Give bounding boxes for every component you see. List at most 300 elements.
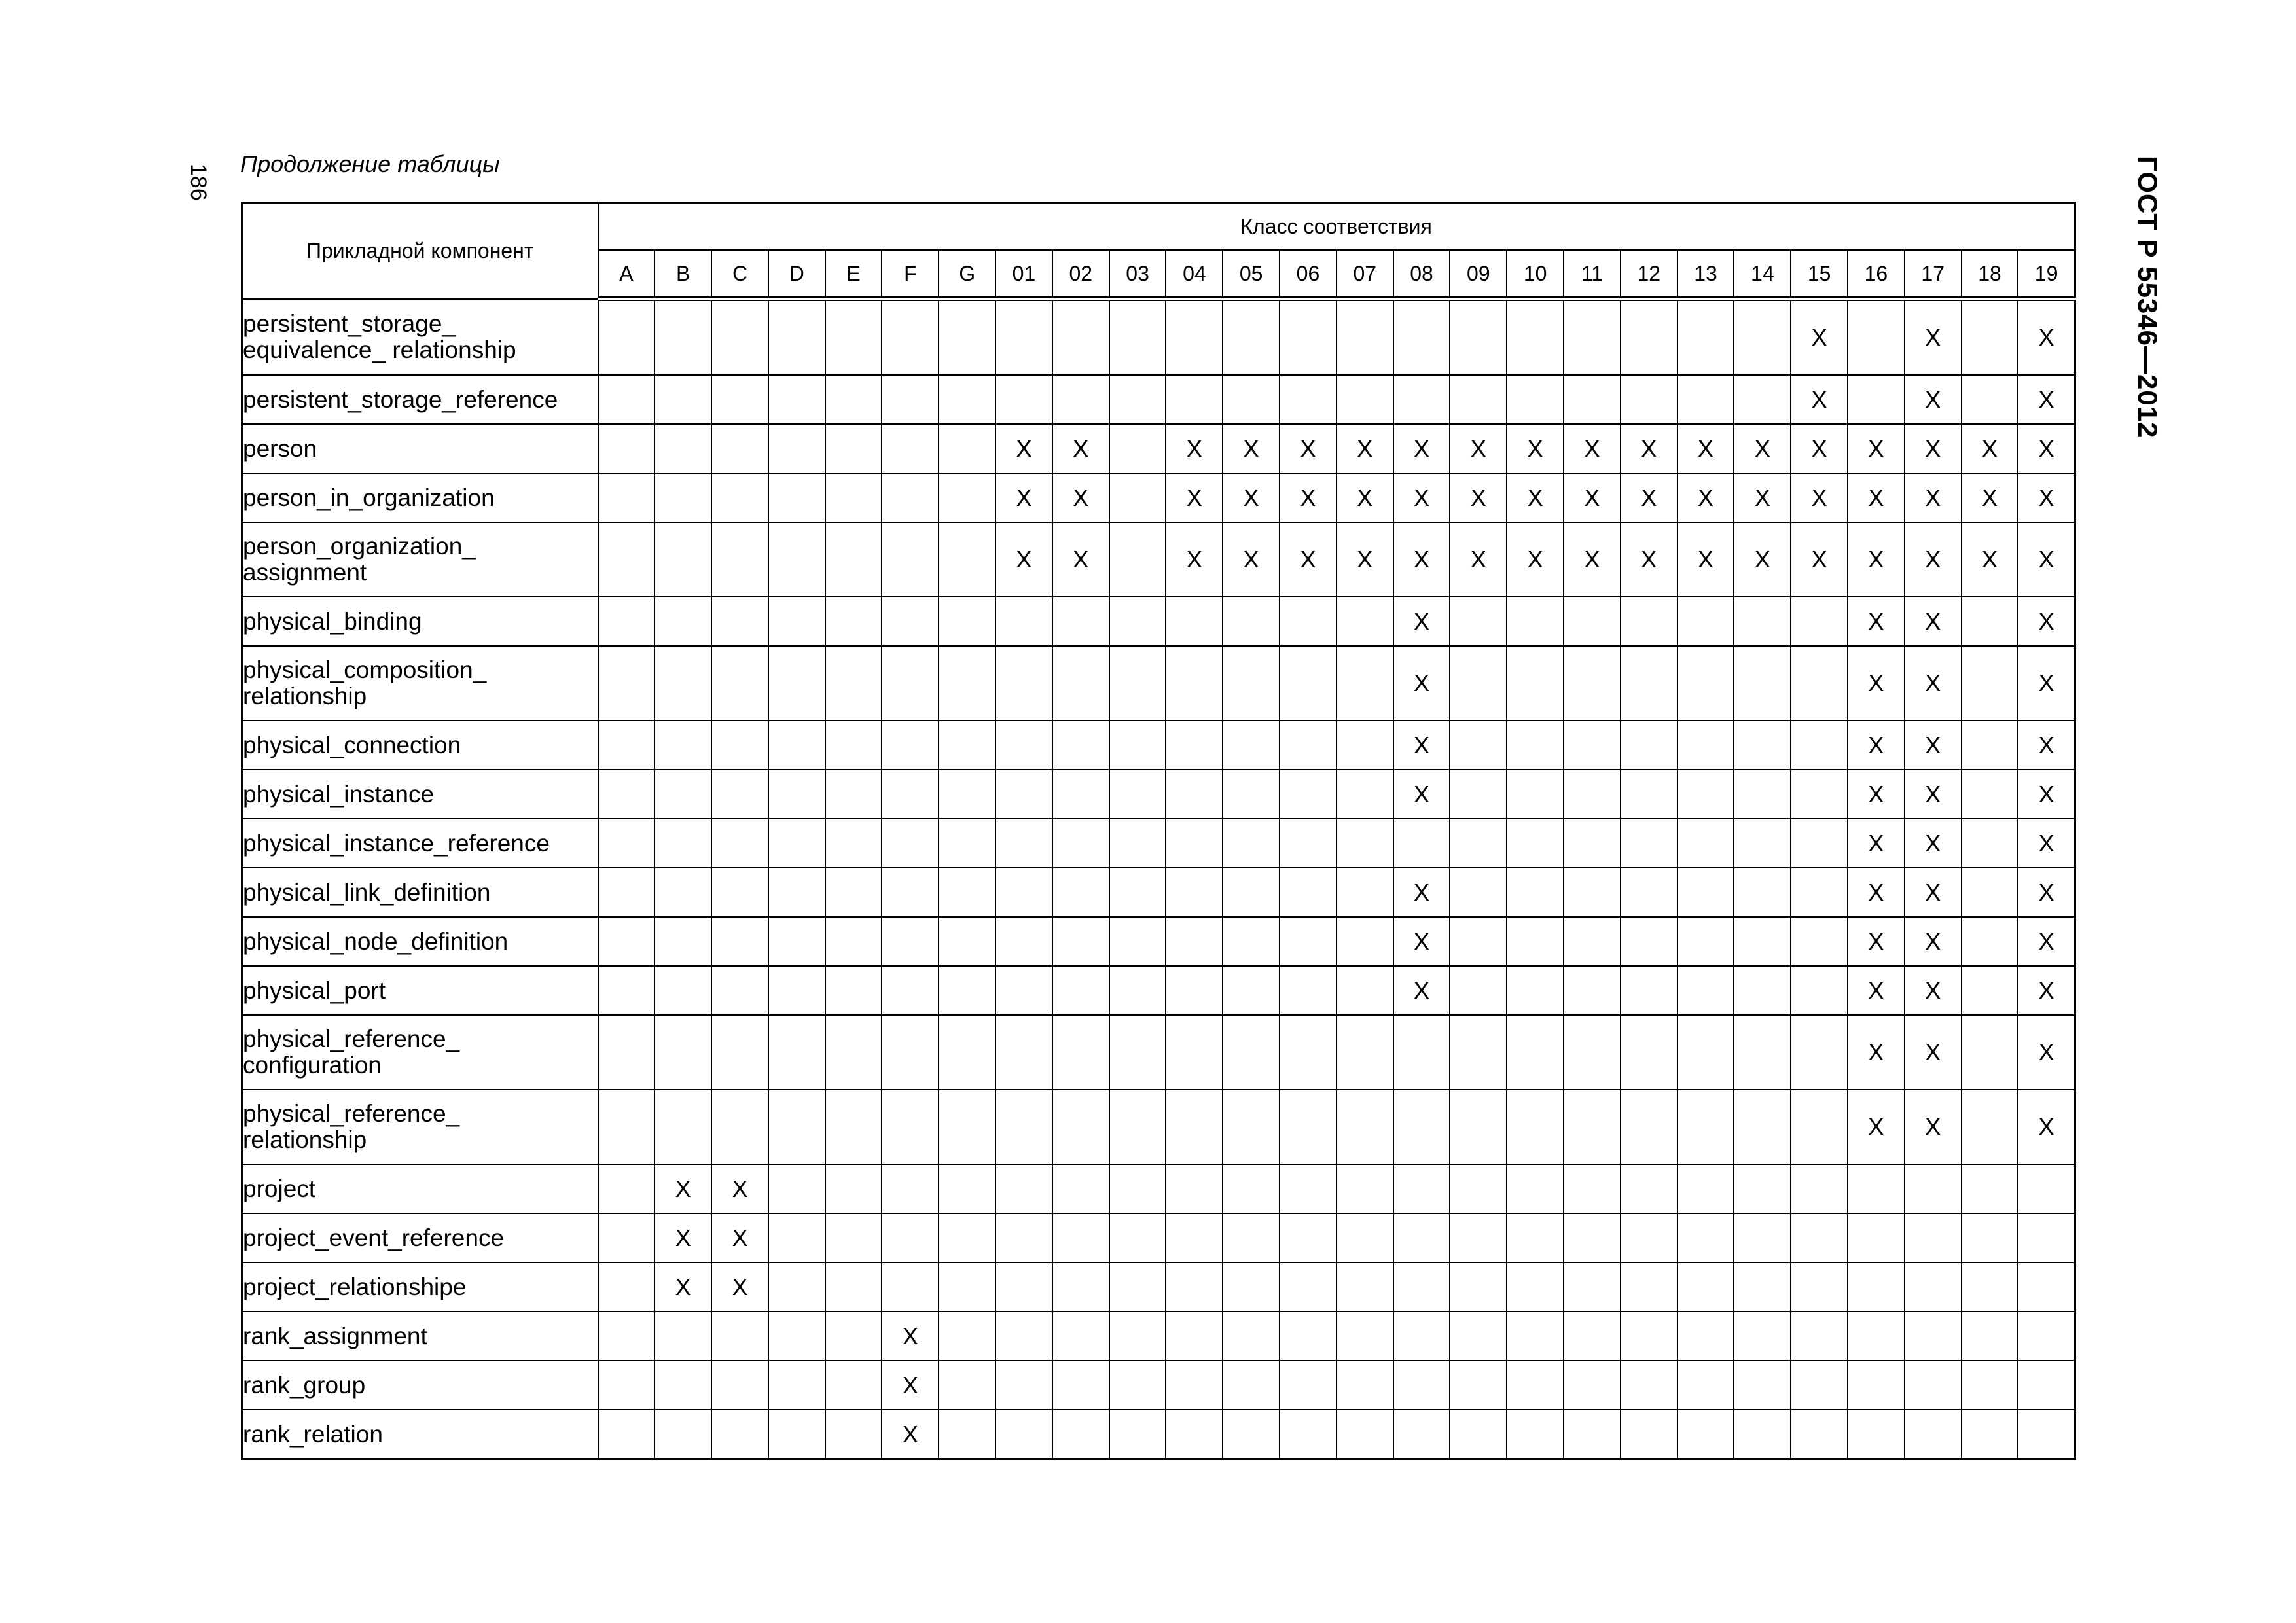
conformance-cell	[1564, 375, 1621, 424]
conformance-cell	[1166, 966, 1223, 1015]
component-name-line: project_relationshipe	[243, 1273, 467, 1300]
conformance-cell	[768, 966, 825, 1015]
conformance-cell	[1052, 1361, 1109, 1410]
conformance-cell	[655, 1015, 711, 1090]
conformance-mark: X	[1868, 780, 1884, 808]
conformance-cell	[1166, 721, 1223, 770]
conformance-mark: X	[1754, 435, 1770, 462]
conformance-mark: X	[1584, 484, 1600, 511]
conformance-cell	[1848, 966, 1905, 1015]
conformance-cell	[1223, 917, 1280, 966]
conformance-cell	[1905, 1164, 1962, 1213]
conformance-cell	[1393, 721, 1450, 770]
conformance-cell	[1621, 1311, 1677, 1361]
conformance-cell	[598, 597, 655, 646]
conformance-cell	[996, 1164, 1052, 1213]
conformance-cell	[1450, 1090, 1507, 1164]
conformance-cell	[1393, 597, 1450, 646]
table-row	[242, 917, 2075, 966]
conformance-cell	[939, 868, 996, 917]
conformance-mark: X	[2038, 435, 2054, 462]
conformance-cell	[1791, 424, 1848, 473]
conformance-cell	[1905, 917, 1962, 966]
conformance-cell	[996, 1090, 1052, 1164]
conformance-mark: X	[1414, 927, 1430, 955]
table-row	[242, 299, 2075, 376]
conformance-cell	[1393, 473, 1450, 522]
conformance-mark: X	[1243, 546, 1259, 573]
conformance-cell	[1621, 424, 1677, 473]
conformance-cell	[1564, 1164, 1621, 1213]
conformance-cell	[1677, 646, 1734, 721]
conformance-cell	[1280, 424, 1336, 473]
conformance-cell	[825, 1262, 882, 1311]
conformance-mark: X	[2038, 546, 2054, 573]
conformance-cell	[598, 522, 655, 597]
conformance-cell	[1791, 1311, 1848, 1361]
conformance-cell	[882, 424, 939, 473]
conformance-cell	[1564, 819, 1621, 868]
conformance-mark: X	[902, 1322, 918, 1349]
conformance-cell	[996, 646, 1052, 721]
conformance-cell	[598, 1361, 655, 1410]
conformance-cell	[655, 1361, 711, 1410]
conformance-cell	[1962, 1090, 2018, 1164]
conformance-cell	[1280, 1213, 1336, 1262]
conformance-cell	[1507, 299, 1564, 376]
class-code-header: 02	[1052, 250, 1109, 299]
conformance-cell	[1848, 1015, 1905, 1090]
conformance-cell	[1677, 966, 1734, 1015]
conformance-cell	[1336, 424, 1393, 473]
conformance-mark: X	[1016, 546, 1032, 573]
conformance-cell	[939, 721, 996, 770]
conformance-cell	[655, 1164, 711, 1213]
conformance-cell	[1166, 770, 1223, 819]
component-name-line: physical_connection	[243, 731, 461, 758]
conformance-cell	[1223, 1262, 1280, 1311]
conformance-cell	[825, 473, 882, 522]
conformance-mark: X	[2038, 324, 2054, 351]
conformance-mark: X	[1925, 1113, 1941, 1140]
conformance-cell	[996, 1361, 1052, 1410]
conformance-cell	[1905, 966, 1962, 1015]
conformance-mark: X	[1414, 731, 1430, 758]
conformance-cell	[1223, 1311, 1280, 1361]
conformance-cell	[1962, 1213, 2018, 1262]
conformance-cell	[1450, 473, 1507, 522]
conformance-cell	[1734, 1015, 1791, 1090]
conformance-cell	[1052, 375, 1109, 424]
conformance-cell	[768, 1262, 825, 1311]
conformance-cell	[1280, 721, 1336, 770]
class-code-header: F	[882, 250, 939, 299]
conformance-mark: X	[1982, 546, 1998, 573]
conformance-mark: X	[1925, 731, 1941, 758]
conformance-cell	[1905, 522, 1962, 597]
conformance-cell	[1166, 646, 1223, 721]
conformance-cell	[882, 1164, 939, 1213]
conformance-cell	[768, 770, 825, 819]
conformance-cell	[711, 868, 768, 917]
component-name-line: physical_node_definition	[243, 927, 509, 955]
conformance-cell	[711, 819, 768, 868]
conformance-mark: X	[1414, 878, 1430, 906]
table-row	[242, 868, 2075, 917]
conformance-mark: X	[1698, 435, 1714, 462]
conformance-cell	[1052, 299, 1109, 376]
conformance-cell	[1962, 868, 2018, 917]
conformance-cell	[1336, 299, 1393, 376]
conformance-cell	[1905, 770, 1962, 819]
class-code-header: 19	[2018, 250, 2075, 299]
conformance-cell	[825, 1213, 882, 1262]
conformance-mark: X	[1868, 927, 1884, 955]
component-name-cell	[242, 1090, 598, 1164]
conformance-cell	[711, 1213, 768, 1262]
conformance-cell	[2018, 522, 2075, 597]
conformance-cell	[598, 1090, 655, 1164]
conformance-table	[241, 202, 2076, 1460]
conformance-cell	[1450, 1213, 1507, 1262]
conformance-cell	[1962, 917, 2018, 966]
conformance-cell	[996, 1015, 1052, 1090]
conformance-cell	[1223, 597, 1280, 646]
conformance-mark: X	[732, 1273, 748, 1300]
conformance-cell	[1109, 721, 1166, 770]
conformance-cell	[1450, 966, 1507, 1015]
standard-designation: ГОСТ Р 55346—2012	[2132, 156, 2163, 438]
conformance-cell	[768, 522, 825, 597]
conformance-cell	[768, 646, 825, 721]
conformance-mark: X	[1925, 780, 1941, 808]
conformance-cell	[1905, 646, 1962, 721]
conformance-mark: X	[1584, 435, 1600, 462]
conformance-cell	[1052, 597, 1109, 646]
conformance-cell	[1223, 522, 1280, 597]
conformance-cell	[1677, 819, 1734, 868]
conformance-mark: X	[1868, 484, 1884, 511]
component-name-cell	[242, 721, 598, 770]
conformance-mark: X	[1868, 1039, 1884, 1065]
conformance-cell	[1166, 1311, 1223, 1361]
conformance-cell	[1166, 597, 1223, 646]
conformance-cell	[1677, 1410, 1734, 1459]
conformance-mark: X	[1641, 484, 1657, 511]
conformance-cell	[1223, 1361, 1280, 1410]
conformance-cell	[996, 597, 1052, 646]
conformance-cell	[1791, 597, 1848, 646]
conformance-cell	[1393, 1164, 1450, 1213]
conformance-cell	[598, 1015, 655, 1090]
conformance-cell	[1962, 770, 2018, 819]
conformance-cell	[1734, 299, 1791, 376]
table-row	[242, 1015, 2075, 1090]
conformance-cell	[1223, 1090, 1280, 1164]
conformance-mark: X	[1073, 546, 1089, 573]
conformance-cell	[768, 868, 825, 917]
conformance-cell	[1621, 375, 1677, 424]
conformance-mark: X	[1925, 484, 1941, 511]
conformance-mark: X	[1073, 484, 1089, 511]
class-code-header: 13	[1677, 250, 1734, 299]
conformance-cell	[1393, 966, 1450, 1015]
component-name-line: person_organization_	[243, 533, 476, 560]
conformance-cell	[1734, 770, 1791, 819]
conformance-cell	[1962, 819, 2018, 868]
class-code-header: 07	[1336, 250, 1393, 299]
conformance-cell	[598, 721, 655, 770]
conformance-cell	[825, 1410, 882, 1459]
conformance-cell	[1109, 917, 1166, 966]
conformance-cell	[1109, 1213, 1166, 1262]
conformance-cell	[1052, 1015, 1109, 1090]
conformance-cell	[2018, 1090, 2075, 1164]
component-name-cell	[242, 522, 598, 597]
conformance-cell	[882, 770, 939, 819]
conformance-cell	[1336, 868, 1393, 917]
conformance-cell	[882, 473, 939, 522]
conformance-cell	[1223, 299, 1280, 376]
conformance-cell	[1450, 646, 1507, 721]
conformance-cell	[1336, 1090, 1393, 1164]
conformance-cell	[1621, 721, 1677, 770]
conformance-cell	[1905, 299, 1962, 376]
component-name-cell	[242, 1311, 598, 1361]
conformance-mark: X	[1868, 607, 1884, 635]
column-header-conformance-class: Класс соответствия	[598, 203, 2075, 251]
conformance-mark: X	[1925, 546, 1941, 573]
conformance-cell	[1791, 646, 1848, 721]
conformance-cell	[1905, 597, 1962, 646]
conformance-cell	[598, 770, 655, 819]
class-code-header: 01	[996, 250, 1052, 299]
conformance-cell	[598, 424, 655, 473]
conformance-cell	[711, 522, 768, 597]
conformance-cell	[1507, 819, 1564, 868]
conformance-cell	[2018, 1361, 2075, 1410]
conformance-cell	[711, 424, 768, 473]
conformance-cell	[1564, 424, 1621, 473]
conformance-cell	[1223, 819, 1280, 868]
conformance-cell	[1109, 770, 1166, 819]
conformance-cell	[1052, 1410, 1109, 1459]
conformance-cell	[1791, 1213, 1848, 1262]
conformance-cell	[1109, 473, 1166, 522]
conformance-cell	[711, 1410, 768, 1459]
component-name-line: physical_reference_	[243, 1100, 460, 1127]
conformance-cell	[1905, 819, 1962, 868]
conformance-cell	[1336, 522, 1393, 597]
conformance-cell	[1621, 1164, 1677, 1213]
conformance-cell	[825, 597, 882, 646]
conformance-cell	[825, 522, 882, 597]
conformance-cell	[1734, 375, 1791, 424]
conformance-cell	[996, 1410, 1052, 1459]
conformance-cell	[825, 1015, 882, 1090]
conformance-cell	[1166, 522, 1223, 597]
conformance-cell	[1791, 917, 1848, 966]
component-name-cell	[242, 1262, 598, 1311]
component-name-cell	[242, 299, 598, 376]
conformance-mark: X	[1925, 385, 1941, 413]
conformance-mark: X	[1414, 484, 1430, 511]
conformance-cell	[882, 375, 939, 424]
conformance-cell	[1336, 1164, 1393, 1213]
conformance-mark: X	[1414, 607, 1430, 635]
conformance-cell	[1280, 917, 1336, 966]
conformance-cell	[1848, 1213, 1905, 1262]
conformance-cell	[1280, 299, 1336, 376]
conformance-cell	[939, 917, 996, 966]
conformance-cell	[711, 1311, 768, 1361]
conformance-cell	[1109, 424, 1166, 473]
conformance-cell	[1450, 597, 1507, 646]
conformance-cell	[1791, 299, 1848, 376]
class-code-header: 18	[1962, 250, 2018, 299]
conformance-cell	[825, 770, 882, 819]
conformance-cell	[1336, 597, 1393, 646]
conformance-cell	[598, 646, 655, 721]
conformance-cell	[1450, 299, 1507, 376]
conformance-cell	[1962, 646, 2018, 721]
conformance-mark: X	[1925, 669, 1941, 696]
conformance-cell	[939, 522, 996, 597]
conformance-cell	[1450, 1410, 1507, 1459]
conformance-mark: X	[1641, 435, 1657, 462]
conformance-cell	[1052, 473, 1109, 522]
conformance-cell	[1450, 770, 1507, 819]
component-name-line: persistent_storage_	[243, 310, 456, 337]
conformance-cell	[1734, 1090, 1791, 1164]
conformance-cell	[768, 1090, 825, 1164]
conformance-cell	[711, 646, 768, 721]
conformance-mark: X	[1641, 546, 1657, 573]
conformance-cell	[1564, 868, 1621, 917]
conformance-cell	[1393, 1410, 1450, 1459]
conformance-cell	[1507, 721, 1564, 770]
conformance-cell	[1848, 1164, 1905, 1213]
component-name-cell	[242, 1410, 598, 1459]
conformance-cell	[655, 1410, 711, 1459]
conformance-cell	[768, 1015, 825, 1090]
conformance-cell	[1336, 1410, 1393, 1459]
conformance-cell	[768, 917, 825, 966]
conformance-cell	[655, 424, 711, 473]
class-code-header: 06	[1280, 250, 1336, 299]
conformance-cell	[1848, 424, 1905, 473]
conformance-cell	[825, 1361, 882, 1410]
class-code-header: A	[598, 250, 655, 299]
conformance-cell	[1905, 1090, 1962, 1164]
component-name-cell	[242, 868, 598, 917]
component-name-line: assignment	[243, 559, 367, 586]
conformance-cell	[1166, 375, 1223, 424]
conformance-cell	[1905, 1361, 1962, 1410]
conformance-cell	[1052, 917, 1109, 966]
conformance-cell	[598, 917, 655, 966]
conformance-cell	[2018, 868, 2075, 917]
conformance-cell	[768, 597, 825, 646]
conformance-cell	[825, 1311, 882, 1361]
conformance-cell	[1166, 1361, 1223, 1410]
conformance-cell	[1336, 375, 1393, 424]
conformance-mark: X	[1754, 484, 1770, 511]
conformance-cell	[1734, 721, 1791, 770]
conformance-cell	[1052, 1262, 1109, 1311]
conformance-cell	[1734, 1262, 1791, 1311]
conformance-cell	[1223, 646, 1280, 721]
conformance-mark: X	[1243, 484, 1259, 511]
conformance-cell	[1109, 1311, 1166, 1361]
conformance-cell	[1564, 522, 1621, 597]
class-code-header: E	[825, 250, 882, 299]
conformance-cell	[1052, 1090, 1109, 1164]
class-code-header: B	[655, 250, 711, 299]
conformance-cell	[1109, 597, 1166, 646]
conformance-cell	[1109, 1015, 1166, 1090]
conformance-mark: X	[1414, 976, 1430, 1004]
conformance-cell	[1905, 721, 1962, 770]
conformance-mark: X	[2038, 829, 2054, 857]
conformance-cell	[1109, 1361, 1166, 1410]
conformance-cell	[996, 1262, 1052, 1311]
conformance-mark: X	[2038, 878, 2054, 906]
conformance-cell	[1507, 1361, 1564, 1410]
conformance-cell	[996, 424, 1052, 473]
conformance-cell	[1109, 1090, 1166, 1164]
table-row	[242, 375, 2075, 424]
conformance-cell	[1791, 1361, 1848, 1410]
conformance-cell	[1166, 1164, 1223, 1213]
conformance-cell	[1621, 473, 1677, 522]
conformance-cell	[1052, 770, 1109, 819]
conformance-cell	[1336, 1311, 1393, 1361]
conformance-cell	[2018, 1410, 2075, 1459]
conformance-cell	[1905, 375, 1962, 424]
conformance-cell	[1564, 597, 1621, 646]
conformance-mark: X	[1357, 484, 1373, 511]
conformance-cell	[655, 917, 711, 966]
class-code-header: 12	[1621, 250, 1677, 299]
component-name-line: relationship	[243, 683, 367, 709]
conformance-cell	[1280, 868, 1336, 917]
table-row	[242, 1262, 2075, 1311]
conformance-cell	[939, 646, 996, 721]
conformance-cell	[2018, 299, 2075, 376]
component-name-line: rank_assignment	[243, 1322, 427, 1349]
conformance-cell	[1450, 721, 1507, 770]
conformance-cell	[1052, 819, 1109, 868]
conformance-cell	[598, 375, 655, 424]
conformance-cell	[655, 646, 711, 721]
conformance-mark: X	[1470, 484, 1486, 511]
conformance-cell	[1564, 1361, 1621, 1410]
conformance-cell	[1393, 770, 1450, 819]
conformance-cell	[768, 1410, 825, 1459]
conformance-cell	[711, 1015, 768, 1090]
conformance-cell	[1336, 721, 1393, 770]
conformance-mark: X	[1868, 976, 1884, 1004]
conformance-cell	[1677, 473, 1734, 522]
conformance-mark: X	[1470, 546, 1486, 573]
conformance-cell	[1677, 597, 1734, 646]
conformance-cell	[1734, 819, 1791, 868]
conformance-cell	[768, 1164, 825, 1213]
conformance-cell	[1280, 522, 1336, 597]
table-row	[242, 473, 2075, 522]
conformance-cell	[1393, 1262, 1450, 1311]
